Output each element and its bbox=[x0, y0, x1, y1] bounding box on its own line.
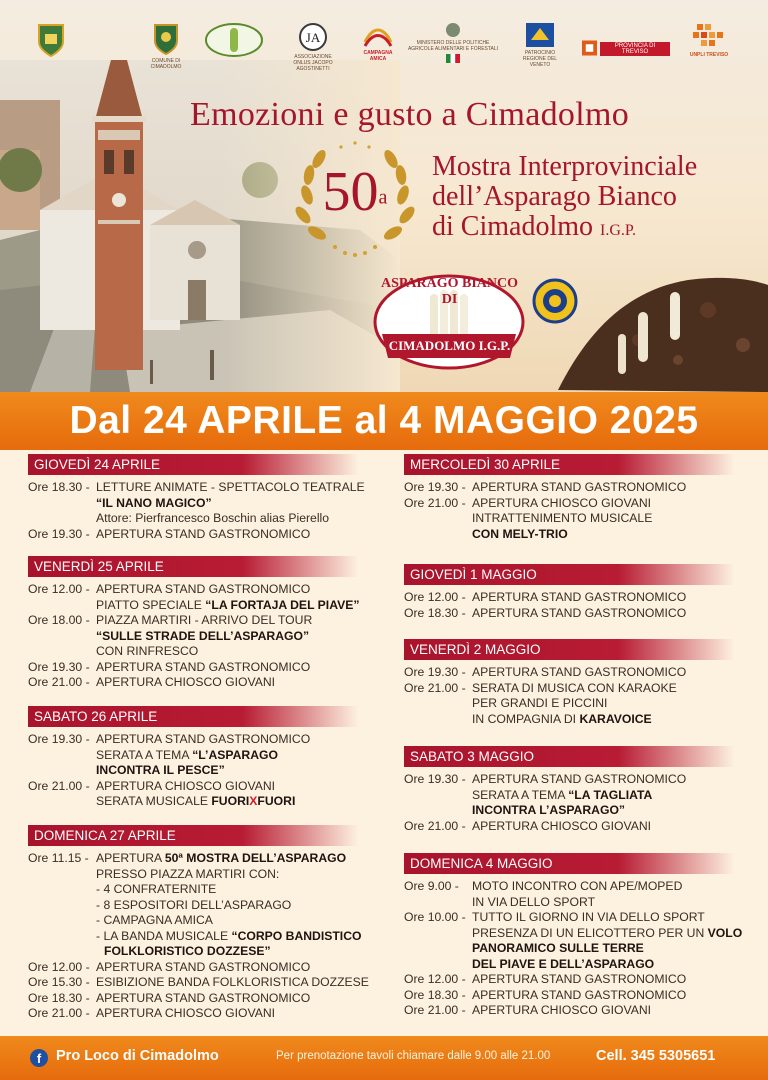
event-item bbox=[28, 991, 380, 1007]
event-item bbox=[28, 779, 380, 810]
event-line: FOLKLORISTICO DOZZESE” bbox=[104, 944, 271, 958]
event-line: PRESENZA DI UN ELICOTTERO PER UN VOLO bbox=[472, 925, 743, 940]
event-time: Ore 18.30 - bbox=[404, 987, 466, 1002]
event-line: PIATTO SPECIALE “LA FORTAJA DEL PIAVE” bbox=[96, 597, 360, 612]
event-line: APERTURA CHIOSCO GIOVANI bbox=[96, 1006, 276, 1020]
day-header: SABATO 3 MAGGIO bbox=[404, 746, 734, 767]
event-line: ESIBIZIONE BANDA FOLKLORISTICA DOZZESE bbox=[96, 975, 369, 989]
event-line: CON MELY-TRIO bbox=[472, 526, 568, 541]
regione-veneto-logo: PATROCINIO REGIONE DEL VENETO bbox=[514, 22, 566, 68]
day-header: VENERDÌ 25 APRILE bbox=[28, 556, 358, 577]
day-block bbox=[28, 825, 380, 1022]
event-line: APERTURA CHIOSCO GIOVANI bbox=[472, 818, 652, 833]
event-line: LETTURE ANIMATE - SPETTACOLO TEATRALE bbox=[96, 480, 365, 494]
event-line: SERATA A TEMA “L’ASPARAGO bbox=[96, 747, 278, 762]
page-headline: Emozioni e gusto a Cimadolmo bbox=[190, 96, 630, 133]
event-line: APERTURA STAND GASTRONOMICO bbox=[96, 582, 311, 596]
svg-text:JA: JA bbox=[305, 30, 321, 45]
program-schedule bbox=[0, 450, 768, 1036]
event-time: Ore 19.30 - bbox=[28, 526, 90, 541]
event-time: Ore 18.00 - bbox=[28, 613, 90, 627]
event-item bbox=[28, 582, 380, 613]
event-item bbox=[404, 988, 744, 1004]
event-time: Ore 18.30 - bbox=[28, 480, 90, 494]
ministero-logo: MINISTERO DELLE POLITICHE AGRICOLE ALIMENTARI E FORESTALI bbox=[405, 22, 501, 65]
day-block bbox=[404, 746, 744, 834]
campagna-amica-logo: CAMPAGNA AMICA bbox=[358, 22, 398, 62]
date-banner bbox=[0, 392, 768, 450]
comune-di-cimadolmo-logo: COMUNE DI CIMADOLMO bbox=[144, 22, 188, 70]
footer-booking-note: Per prenotazione tavoli chiamare dalle 9.00 alle 21.00 bbox=[276, 1050, 551, 1062]
event-time: Ore 19.30 - bbox=[28, 732, 90, 746]
event-time: Ore 18.30 - bbox=[404, 605, 466, 620]
edition-number: 50 bbox=[322, 161, 379, 223]
day-header: VENERDÌ 2 MAGGIO bbox=[404, 639, 734, 660]
event-line: APERTURA CHIOSCO GIOVANI bbox=[96, 778, 276, 793]
day-header: SABATO 26 APRILE bbox=[28, 706, 358, 727]
mostra-line-3: di Cimadolmo bbox=[432, 211, 593, 242]
event-item bbox=[28, 732, 380, 779]
event-time: Ore 10.00 - bbox=[404, 910, 466, 924]
event-item bbox=[404, 1003, 744, 1019]
event-line: IN VIA DELLO SPORT bbox=[472, 894, 596, 909]
event-item bbox=[28, 851, 380, 960]
event-line: INTRATTENIMENTO MUSICALE bbox=[472, 511, 653, 525]
event-line: APERTURA STAND GASTRONOMICO bbox=[96, 990, 311, 1005]
event-time: Ore 18.30 - bbox=[28, 990, 90, 1005]
event-time: Ore 19.30 - bbox=[28, 659, 90, 674]
event-time: Ore 12.00 - bbox=[28, 959, 90, 974]
comune-cimadolmo-crest bbox=[36, 22, 66, 60]
sponsor-logos bbox=[0, 0, 768, 88]
strada-asparago-logo bbox=[204, 22, 264, 60]
event-time: Ore 12.00 - bbox=[404, 972, 466, 986]
event-line: APERTURA STAND GASTRONOMICO bbox=[472, 987, 687, 1002]
day-header: MERCOLEDÌ 30 APRILE bbox=[404, 454, 734, 475]
event-line: INCONTRA L’ASPARAGO” bbox=[472, 803, 626, 817]
day-header: GIOVEDÌ 24 APRILE bbox=[28, 454, 358, 475]
event-item bbox=[404, 910, 744, 972]
event-line: APERTURA STAND GASTRONOMICO bbox=[96, 659, 311, 674]
event-time: Ore 21.00 - bbox=[28, 1006, 90, 1020]
event-time: Ore 12.00 - bbox=[404, 590, 466, 604]
asparago-bianco-badge bbox=[372, 272, 527, 370]
day-header: DOMENICA 27 APRILE bbox=[28, 825, 358, 846]
event-time: Ore 11.15 - bbox=[28, 851, 89, 865]
event-line: Attore: Pierfrancesco Boschin alias Pierello bbox=[96, 511, 330, 525]
event-time: Ore 21.00 - bbox=[404, 680, 466, 695]
event-line: PANORAMICO SULLE TERRE bbox=[472, 941, 644, 955]
event-line: SERATA MUSICALE FUORIXFUORI bbox=[96, 794, 296, 808]
event-line: APERTURA STAND GASTRONOMICO bbox=[96, 959, 311, 974]
day-block bbox=[28, 706, 380, 810]
event-line: MOTO INCONTRO CON APE/MOPED bbox=[472, 879, 683, 893]
event-line: APERTURA CHIOSCO GIOVANI bbox=[472, 1003, 652, 1017]
day-block bbox=[404, 853, 744, 1019]
day-block bbox=[28, 454, 380, 542]
footer-bar bbox=[0, 1036, 768, 1080]
event-line: DEL PIAVE E DELL’ASPARAGO bbox=[472, 956, 655, 971]
associazione-onlus-logo: JA ASSOCIAZIONE ONLUS JACOPO AGOSTINETTI bbox=[290, 22, 336, 72]
day-header: GIOVEDÌ 1 MAGGIO bbox=[404, 564, 734, 585]
facebook-icon[interactable]: f bbox=[30, 1049, 48, 1067]
event-line: SERATA DI MUSICA CON KARAOKE bbox=[472, 680, 677, 695]
day-block bbox=[404, 454, 744, 542]
event-line: PER GRANDI E PICCINI bbox=[472, 696, 608, 710]
event-time: Ore 19.30 - bbox=[404, 480, 466, 494]
event-item bbox=[28, 527, 380, 543]
event-line: APERTURA STAND GASTRONOMICO bbox=[472, 772, 687, 786]
event-line: SERATA A TEMA “LA TAGLIATA bbox=[472, 787, 653, 802]
event-line: APERTURA STAND GASTRONOMICO bbox=[472, 972, 687, 986]
event-item bbox=[404, 772, 744, 819]
event-line: APERTURA STAND GASTRONOMICO bbox=[96, 526, 311, 541]
day-block bbox=[404, 564, 744, 621]
event-time: Ore 21.00 - bbox=[28, 778, 90, 793]
event-item bbox=[28, 975, 380, 991]
day-header: DOMENICA 4 MAGGIO bbox=[404, 853, 734, 874]
event-item bbox=[28, 660, 380, 676]
mostra-line-1: Mostra Interprovinciale bbox=[432, 151, 698, 182]
edition-badge bbox=[310, 162, 400, 222]
event-item bbox=[28, 675, 380, 691]
event-line: APERTURA 50ª MOSTRA DELL’ASPARAGO bbox=[96, 851, 347, 865]
event-time: Ore 21.00 - bbox=[404, 495, 466, 510]
event-title bbox=[432, 152, 762, 246]
event-time: Ore 21.00 - bbox=[404, 818, 466, 833]
event-item bbox=[28, 480, 380, 527]
event-item bbox=[404, 972, 744, 988]
footer-phone: Cell. 345 5305651 bbox=[596, 1048, 716, 1064]
date-banner-text: Dal 24 APRILE al 4 MAGGIO 2025 bbox=[69, 399, 699, 442]
event-item bbox=[28, 1006, 380, 1022]
event-item bbox=[404, 480, 744, 496]
unpli-treviso-logo: UNPLI TREVISO bbox=[686, 22, 732, 58]
event-item bbox=[404, 665, 744, 681]
event-item bbox=[404, 879, 744, 910]
event-line: PRESSO PIAZZA MARTIRI CON: bbox=[96, 866, 280, 881]
event-line: “IL NANO MAGICO” bbox=[96, 495, 212, 510]
event-line: - 4 CONFRATERNITE bbox=[96, 882, 217, 896]
event-line: TUTTO IL GIORNO IN VIA DELLO SPORT bbox=[472, 910, 705, 924]
event-line: APERTURA STAND GASTRONOMICO bbox=[472, 590, 687, 604]
event-line: INCONTRA IL PESCE” bbox=[96, 763, 225, 777]
event-line: “SULLE STRADE DELL’ASPARAGO” bbox=[96, 628, 310, 643]
event-item bbox=[404, 606, 744, 622]
footer-organizer: Pro Loco di Cimadolmo bbox=[56, 1048, 219, 1064]
event-line: PIAZZA MARTIRI - ARRIVO DEL TOUR bbox=[96, 613, 313, 627]
day-block bbox=[404, 639, 744, 727]
igp-seal-icon bbox=[532, 278, 578, 324]
event-line: APERTURA STAND GASTRONOMICO bbox=[96, 732, 311, 746]
event-time: Ore 12.00 - bbox=[28, 582, 90, 596]
event-line: - LA BANDA MUSICALE “CORPO BANDISTICO bbox=[96, 928, 362, 943]
event-line: - CAMPAGNA AMICA bbox=[96, 913, 213, 927]
event-item bbox=[28, 960, 380, 976]
event-line: APERTURA STAND GASTRONOMICO bbox=[472, 605, 687, 620]
event-item bbox=[404, 590, 744, 606]
event-line: APERTURA STAND GASTRONOMICO bbox=[472, 665, 687, 679]
event-time: Ore 21.00 - bbox=[28, 675, 90, 689]
event-time: Ore 9.00 - bbox=[404, 879, 459, 893]
event-item bbox=[28, 613, 380, 660]
day-block bbox=[28, 556, 380, 691]
event-line: CON RINFRESCO bbox=[96, 644, 199, 658]
mostra-line-2: dell’Asparago Bianco bbox=[432, 181, 677, 212]
event-item bbox=[404, 496, 744, 543]
asparagus-soil-image bbox=[558, 250, 768, 392]
hero-section bbox=[0, 0, 768, 392]
event-line: - 8 ESPOSITORI DELL’ASPARAGO bbox=[96, 897, 292, 912]
event-line: APERTURA CHIOSCO GIOVANI bbox=[472, 495, 652, 510]
event-time: Ore 19.30 - bbox=[404, 772, 466, 786]
event-line: APERTURA CHIOSCO GIOVANI bbox=[96, 675, 276, 689]
event-time: Ore 15.30 - bbox=[28, 975, 90, 989]
event-time: Ore 19.30 - bbox=[404, 665, 466, 679]
edition-suffix: a bbox=[378, 186, 388, 209]
event-time: Ore 21.00 - bbox=[404, 1003, 466, 1017]
provincia-treviso-logo: PROVINCIA DI TREVISO bbox=[582, 40, 670, 58]
event-line: IN COMPAGNIA DI KARAVOICE bbox=[472, 711, 652, 726]
mostra-igp: I.G.P. bbox=[600, 222, 637, 239]
badge-bottom-text: CIMADOLMO I.G.P. bbox=[388, 338, 511, 353]
event-item bbox=[404, 681, 744, 728]
event-item bbox=[404, 819, 744, 835]
badge-top-text: ASPARAGO BIANCO DI bbox=[380, 276, 519, 307]
event-line: APERTURA STAND GASTRONOMICO bbox=[472, 480, 687, 494]
